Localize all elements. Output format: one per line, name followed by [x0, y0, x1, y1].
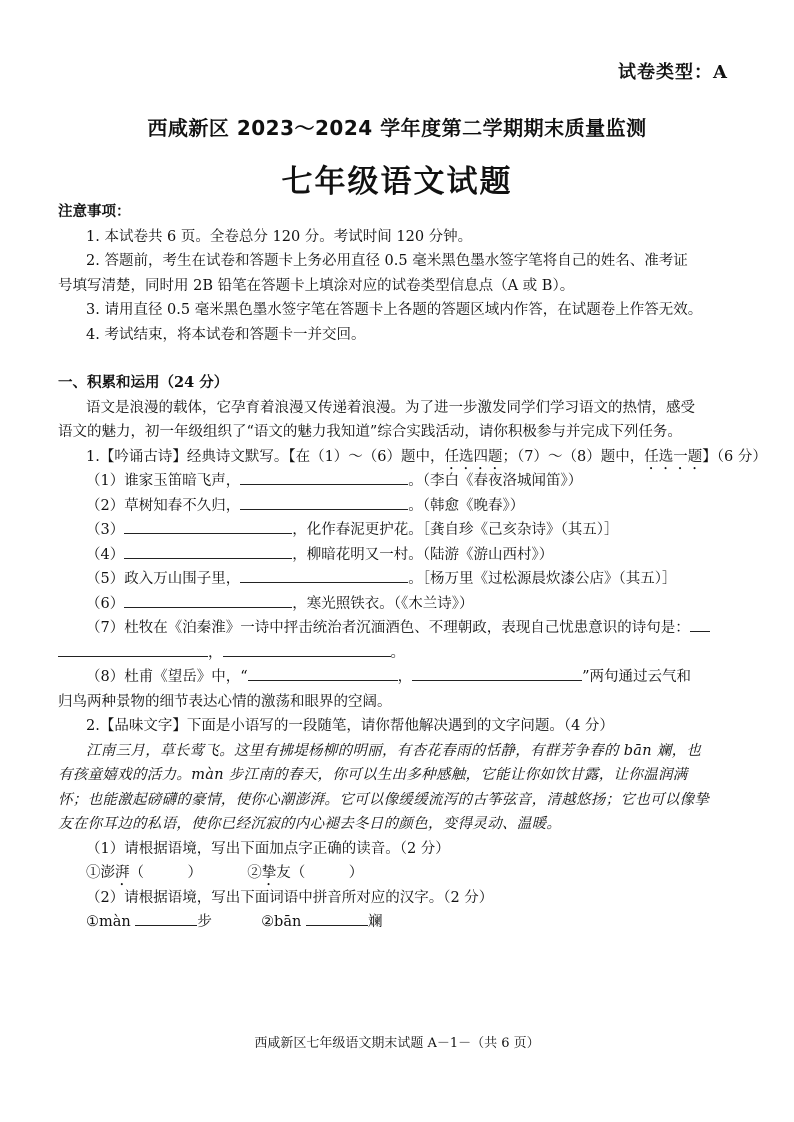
- word-text: 友: [276, 865, 291, 881]
- notes-item: 4. 考试结束，将本试卷和答题卡一并交回。: [86, 326, 366, 343]
- q1-stem-part: 1.【吟诵古诗】经典诗文默写。【在（1）～（6）题中，: [86, 448, 445, 465]
- q1-line-text: ，: [208, 644, 223, 661]
- q2-stem: 2.【品味文字】下面是小语写的一段随笔，请你帮他解决遇到的文字问题。（4 分）: [86, 718, 614, 734]
- section-intro: 语文是浪漫的载体，它孕育着浪漫又传递着浪漫。为了进一步激发同学们学习语文的热情，感受: [86, 399, 695, 416]
- q1-line-text: （5）政入万山围子里，: [86, 571, 241, 587]
- answer-blank[interactable]: [58, 642, 208, 657]
- q1-line-text: （1）谁家玉笛暗飞声，: [86, 473, 241, 489]
- q1-stem-emphasis: 任选四题: [444, 448, 503, 465]
- dotted-char: 湃: [115, 865, 130, 881]
- answer-blank[interactable]: [240, 470, 408, 485]
- q1-line-text: ，寒光照铁衣。（《木兰诗》）: [292, 595, 474, 612]
- q1-line-8-cont: 归鸟两种景物的细节表达心情的激荡和眼界的空阔。: [58, 693, 392, 710]
- q1-line-text: （4）: [86, 546, 125, 563]
- q1-line-text: ，化作春泥更护花。［龚自珍《己亥杂诗》（其五）］: [292, 522, 619, 538]
- q1-line-3: [58, 518, 734, 543]
- q2-passage-line: 怀；也能激起磅礴的豪情，使你心潮澎湃。它可以像缓缓流泻的古筝弦音，清越悠扬；它也可以像挚: [58, 791, 710, 808]
- q1-line-text: （6）: [86, 595, 125, 612]
- answer-blank[interactable]: [412, 666, 582, 681]
- answer-blank[interactable]: [223, 642, 391, 657]
- exam-title: 七年级语文试题: [281, 164, 513, 200]
- q1-line-text: （3）: [86, 522, 125, 538]
- q1-line-6: [58, 592, 734, 617]
- notes-heading: 注意事项：: [58, 203, 131, 220]
- q2-passage-line: 有孩童嬉戏的活力。màn 步江南的春天，你可以生出多种感触，它能让你如饮甘露，让你温润满: [58, 767, 688, 783]
- q2-sub-1: （1）请根据语境，写出下面加点字正确的读音。（2 分）: [86, 840, 450, 857]
- q1-line-text: ，柳暗花明又一村。（陆游《游山西村》）: [292, 546, 554, 563]
- q1-stem-part: ；（7）～（8）题中，: [502, 448, 645, 465]
- exam-content: [58, 200, 767, 935]
- q1-stem-emphasis: 任选一题: [644, 448, 703, 465]
- q1-line-text: 。［杨万里《过松源晨炊漆公店》（其五）］: [408, 571, 677, 587]
- page-footer: 西咸新区七年级语文期末试题 A－1－（共 6 页）: [254, 1036, 540, 1051]
- q1-line-text: 。: [390, 644, 405, 661]
- q2-passage-line: 江南三月，草长莺飞。这里有拂堤杨柳的明丽，有杏花春雨的恬静，有群芳争春的 bān 斓，也: [86, 742, 702, 759]
- word-text: 斓: [367, 914, 383, 930]
- q1-line-2: [58, 494, 734, 519]
- section-intro: 语文的魅力，初一年级组织了“语文的魅力我知道”综合实践活动，请你积极参与并完成下列任务。: [58, 424, 682, 440]
- item-number: ②: [247, 865, 262, 881]
- q2-sub-1-items: [58, 861, 734, 886]
- q1-line-7-cont: [58, 641, 734, 666]
- q2-sub-2: （2）请根据语境，写出下面词语中拼音所对应的汉字。（2 分）: [86, 889, 494, 906]
- answer-blank[interactable]: [124, 519, 292, 534]
- notes-item: 号填写清楚，同时用 2B 铅笔在答题卡上填涂对应的试卷类型信息点（A 或 B）。: [58, 277, 575, 294]
- answer-blank[interactable]: [124, 593, 292, 608]
- notes-item: 3. 请用直径 0.5 毫米黑色墨水签字笔在答题卡上各题的答题区域内作答，在试题卷上作答无效。: [86, 302, 703, 318]
- answer-blank[interactable]: [135, 911, 197, 926]
- pinyin-text: ②bān: [261, 914, 302, 930]
- exam-subtitle: 西咸新区 2023～2024 学年度第二学期期末质量监测: [147, 116, 647, 140]
- q1-line-text: （8）杜甫《望岳》中，“: [86, 669, 248, 685]
- notes-item: 2. 答题前，考生在试卷和答题卡上务必用直径 0.5 毫米黑色墨水签字笔将自己的姓名、准考证: [86, 253, 688, 269]
- q1-line-text: 。（韩愈《晚春》）: [408, 497, 525, 514]
- q1-line-5: [58, 567, 734, 592]
- q1-line-text: （2）草树知春不久归，: [86, 497, 241, 514]
- answer-blank[interactable]: [240, 568, 408, 583]
- q1-line-8: [58, 665, 734, 690]
- word-text: 步: [197, 914, 212, 930]
- notes-item: 1. 本试卷共 6 页。全卷总分 120 分。考试时间 120 分钟。: [86, 228, 473, 245]
- answer-blank[interactable]: [690, 617, 710, 632]
- answer-blank[interactable]: [124, 544, 292, 559]
- pinyin-text: ①màn: [86, 914, 131, 930]
- answer-blank[interactable]: [240, 495, 408, 510]
- answer-paren[interactable]: （ ）: [290, 865, 364, 881]
- section-heading: 一、积累和运用（24 分）: [58, 374, 229, 391]
- q1-line-text: （7）杜牧在《泊秦淮》一诗中抨击统治者沉湎酒色、不理朝政，表现自己忧患意识的诗句是：: [86, 620, 690, 636]
- q1-stem: [58, 445, 767, 470]
- q1-line-7: [58, 616, 734, 641]
- q1-line-text: ，: [397, 669, 413, 685]
- word-text: 澎: [100, 865, 115, 881]
- q2-passage-line: 友在你耳边的私语，使你已经沉寂的内心褪去冬日的颜色，变得灵动、温暖。: [58, 816, 562, 832]
- answer-paren[interactable]: （ ）: [129, 865, 202, 881]
- answer-blank[interactable]: [306, 911, 368, 926]
- answer-blank[interactable]: [248, 666, 398, 681]
- q1-line-text: ”两句通过云气和: [582, 669, 692, 685]
- q1-line-text: 。（李白《春夜洛城闻笛》）: [408, 473, 583, 489]
- paper-type-label: 试卷类型：A: [618, 62, 728, 83]
- q2-sub-2-items: [58, 910, 734, 935]
- q1-line-1: [58, 469, 734, 494]
- q1-stem-part: 】（6 分）: [702, 448, 767, 465]
- dotted-char: 挚: [261, 865, 277, 881]
- q1-line-4: [58, 543, 734, 568]
- item-number: ①: [86, 865, 101, 881]
